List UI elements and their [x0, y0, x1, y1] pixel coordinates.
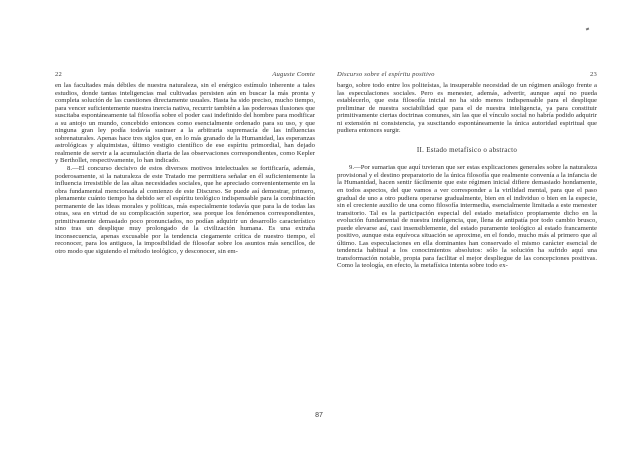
left-running-head — [55, 66, 315, 78]
right-page-number: 23 — [590, 71, 597, 78]
right-running-title: Discurso sobre el espíritu positivo — [337, 71, 435, 78]
right-running-head — [337, 66, 597, 78]
right-paragraph-2: 9.—Por sumarias que aquí tuvieran que ser estas explicaciones generales sobre la naturaleza provisional y el destino preparatorio de la única filosofía que realmente convenía a la infancia de la Humanidad, hacen sentir fácilmente que este régimen inicial difiere demasiado hondamente, en todos aspectos, del que vamos a ver corresponder a la virilidad mental, para que el paso gradual de uno a otro pudiera operarse gradualmente, bien en el individuo o bien en la especie, sin el creciente auxilio de una como filosofía intermedia, esencialmente limitada a este menester transitorio. Tal es la participación especial del estado metafísico propiamente dicho en la evolución fundamental de nuestra inteligencia, que, llena de antipatía por todo cambio brusco, puede elevarse así, casi insensiblemente, del estado puramente teológico al estado francamente positivo, aunque esta equívoca situación se aproxime, en el fondo, mucho más al primero que al último. Las especulaciones en ella dominantes han conservado el mismo carácter esencial de tendencia habitual a los conocimientos absolutos: sólo la solución ha sufrido aquí una transformación notable, propia para facilitar el mejor despliegue de las concepciones positivas. Como la teología, en efecto, la metafísica intenta sobre todo ex- — [337, 164, 597, 270]
right-page — [337, 66, 597, 436]
left-page — [55, 66, 315, 436]
folio-number: 87 — [315, 412, 323, 419]
left-paragraph-2: 8.—El concurso decisivo de estos diversos motivos intelectuales se fortificaría, además, poderosamente, si la naturaleza de este Tratado me permitiera señalar en él suficientemente la influencia irresistible de las altas necesidades sociales, que he apreciado convenientemente en la obra fundamental mencionada al comienzo de este Discurso. Se puede así demostrar, primero, plenamente cuánto tiempo ha debido ser el espíritu teológico indispensable para la combinación permanente de las ideas morales y políticas, más especialmente todavía que para la de todas las otras, sea en virtud de su complicación superior, sea porque los fenómenos correspondientes, primitivamente demasiado poco pronunciados, no podían adquirir un desarrollo característico sino tras un desplique muy prolongado de la civilización humana. Es una extraña inconsecuencia, apenas excusable por la tendencia ciegamente crítica de nuestro tiempo, el reconocer, para los antiguos, la imposibilidad de filosofar sobre los asuntos más sencillos, de otro modo que siguiendo el método teológico, y desconocer, sin em- — [55, 165, 315, 256]
right-body-text — [337, 82, 597, 270]
left-paragraph-1: en las facultades más débiles de nuestra naturaleza, sin el enérgico estímulo inherente a tales estudios, donde tantas inteligencias mal cultivadas persisten aún en buscar la más pronta y completa solución de las cuestiones directamente usuales. Hasta ha sido preciso, mucho tiempo, para vencer suficientemente nuestra inercia nativa, recurrir también a las poderosas ilusiones que suscitaba espontáneamente tal filosofía sobre el poder casi indefinido del hombre para modificar a su antojo un mundo, concebido entonces como esencialmente ordenado para su uso, y que ninguna gran ley podía todavía sustraer a la arbitraria supremacía de las influencias sobrenaturales. Apenas hace tres siglos que, en lo más granado de la Humanidad, las esperanzas astrológicas y alquimistas, último vestigio científico de ese espíritu primordial, han dejado realmente de servir a la acumulación diaria de las observaciones correspondientes, como Kepler y Berthollet, respectivamente, lo han indicado. — [55, 82, 315, 165]
pencil-mark-icon — [586, 28, 590, 31]
left-page-number: 22 — [55, 71, 62, 78]
section-title: II. Estado metafísico o abstracto — [416, 145, 518, 154]
left-running-title: Auguste Comte — [272, 71, 315, 78]
right-paragraph-1: bargo, sobre todo entre los politeístas, la insuperable necesidad de un régimen análogo frente a las especulaciones sociales. Pero es menester, además, advertir, aunque aquí no pueda establecerlo, que esta filosofía inicial no ha sido menos indispensable para el desplique preliminar de nuestra sociabilidad que para el de nuestra inteligencia, ya para constituir primitivamente ciertas doctrinas comunes, sin las que el vínculo social no habría podido adquirir ni extensión ni consistencia, ya suscitando espontáneamente la única autoridad espiritual que pudiera entonces surgir. — [337, 82, 597, 135]
left-body-text — [55, 82, 315, 256]
